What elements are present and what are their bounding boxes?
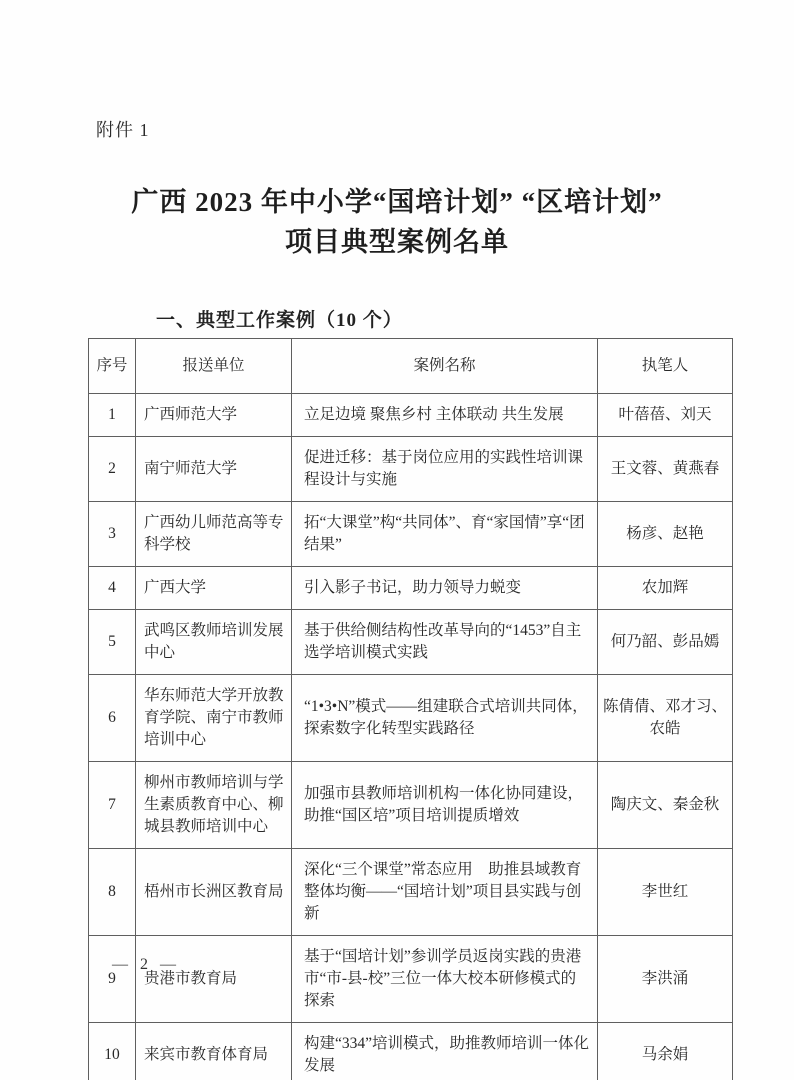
table-header-cell-3: 执笔人 xyxy=(598,339,733,394)
table-row xyxy=(89,675,733,762)
table-body xyxy=(89,394,733,1080)
table-row xyxy=(89,762,733,849)
table-cell-unit: 梧州市长洲区教育局 xyxy=(136,849,292,936)
section-heading: 一、典型工作案例（10 个） xyxy=(156,310,403,331)
table-cell-unit: 广西大学 xyxy=(136,567,292,610)
table-cell-writer: 农加辉 xyxy=(598,567,733,610)
document-title-line1: 广西 2023 年中小学“国培计划” “区培计划” xyxy=(131,187,663,217)
table-cell-writer: 王文蓉、黄燕春 xyxy=(598,437,733,502)
table-row xyxy=(89,849,733,936)
table-header-cell-2: 案例名称 xyxy=(292,339,598,394)
table-cell-unit: 武鸣区教师培训发展中心 xyxy=(136,610,292,675)
attachment-label: 附件 1 xyxy=(96,120,150,140)
table-cell-case: 立足边境 聚焦乡村 主体联动 共生发展 xyxy=(292,394,598,437)
table-cell-no: 8 xyxy=(89,849,136,936)
table-cell-case: 引入影子书记，助力领导力蜕变 xyxy=(292,567,598,610)
table-cell-no: 7 xyxy=(89,762,136,849)
table-cell-writer: 陶庆文、秦金秋 xyxy=(598,762,733,849)
table-cell-case: 加强市县教师培训机构一体化协同建设，助推“国区培”项目培训提质增效 xyxy=(292,762,598,849)
table-row xyxy=(89,437,733,502)
table-cell-writer: 杨彦、赵艳 xyxy=(598,502,733,567)
table-cell-no: 6 xyxy=(89,675,136,762)
table-cell-case: 基于供给侧结构性改革导向的“1453”自主选学培训模式实践 xyxy=(292,610,598,675)
table-row xyxy=(89,1023,733,1080)
table-row xyxy=(89,610,733,675)
table-cell-writer: 叶蓓蓓、刘天 xyxy=(598,394,733,437)
table-cell-case: 拓“大课堂”构“共同体”、育“家国情”享“团结果” xyxy=(292,502,598,567)
table-cell-case: 构建“334”培训模式，助推教师培训一体化发展 xyxy=(292,1023,598,1080)
table-cell-unit: 广西幼儿师范高等专科学校 xyxy=(136,502,292,567)
table-cell-no: 4 xyxy=(89,567,136,610)
table-row xyxy=(89,394,733,437)
table-cell-unit: 南宁师范大学 xyxy=(136,437,292,502)
table-header-row xyxy=(89,339,733,394)
table-row xyxy=(89,502,733,567)
table-cell-writer: 李洪涌 xyxy=(598,936,733,1023)
table-cell-writer: 陈倩倩、邓才习、农皓 xyxy=(598,675,733,762)
table-cell-case: 深化“三个课堂”常态应用 助推县域教育整体均衡——“国培计划”项目县实践与创新 xyxy=(292,849,598,936)
table-cell-no: 5 xyxy=(89,610,136,675)
table-cell-unit: 贵港市教育局 xyxy=(136,936,292,1023)
table-cell-no: 2 xyxy=(89,437,136,502)
table-cell-case: 基于“国培计划”参训学员返岗实践的贵港市“市-县-校”三位一体大校本研修模式的探索 xyxy=(292,936,598,1023)
table-header-cell-0: 序号 xyxy=(89,339,136,394)
table-cell-no: 1 xyxy=(89,394,136,437)
table-cell-no: 3 xyxy=(89,502,136,567)
table-cell-unit: 来宾市教育体育局 xyxy=(136,1023,292,1080)
table-cell-no: 9 xyxy=(89,936,136,1023)
table-cell-writer: 马余娟 xyxy=(598,1023,733,1080)
table-header-cell-1: 报送单位 xyxy=(136,339,292,394)
table-cell-no: 10 xyxy=(89,1023,136,1080)
table-cell-writer: 李世红 xyxy=(598,849,733,936)
table-cell-unit: 华东师范大学开放教育学院、南宁市教师培训中心 xyxy=(136,675,292,762)
table-cell-case: 促进迁移：基于岗位应用的实践性培训课程设计与实施 xyxy=(292,437,598,502)
table-cell-writer: 何乃韶、彭品嫣 xyxy=(598,610,733,675)
document-title xyxy=(60,182,734,262)
page-number: — 2 — xyxy=(112,956,180,973)
document-title-line2: 项目典型案例名单 xyxy=(285,227,509,257)
table-cell-unit: 柳州市教师培训与学生素质教育中心、柳城县教师培训中心 xyxy=(136,762,292,849)
table-row xyxy=(89,567,733,610)
table-row xyxy=(89,936,733,1023)
table-cell-unit: 广西师范大学 xyxy=(136,394,292,437)
case-table xyxy=(88,338,733,1080)
table-cell-case: “1•3•N”模式——组建联合式培训共同体，探索数字化转型实践路径 xyxy=(292,675,598,762)
